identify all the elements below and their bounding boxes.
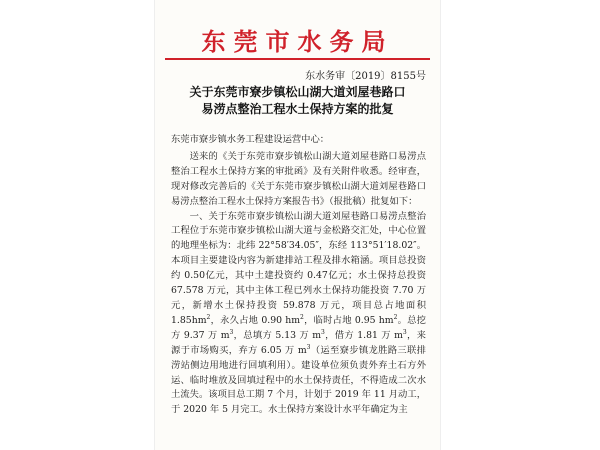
- addressee: 东莞市寮步镇水务工程建设运营中心：: [171, 134, 330, 145]
- issuer-header: 东莞市水务局: [201, 28, 394, 56]
- paragraph-2-text-b: ，永久占地 0.90 hm: [210, 314, 301, 326]
- paragraph-1: 送来的《关于东莞市寮步镇松山湖大道刘屋巷路口易涝点整治工程水土保持方案的审批函》及有关附件收悉。经审查，现对修改完善后的《关于东莞市寮步镇松山湖大道刘屋巷路口易涝点整治工程水土保持方案报告书》（报批稿）批复如下：: [171, 150, 426, 207]
- document-page: [155, 0, 440, 450]
- superscript-3: 3: [402, 328, 407, 336]
- paragraph-2-text-c: ，临时占地 0.95 hm: [303, 314, 394, 326]
- superscript-3: 3: [306, 343, 311, 351]
- paragraph-2-text-a: 一、关于东莞市寮步镇松山湖大道刘屋巷路口易涝点整治工程位于东莞市寮步镇松山湖大道与金松路交汇处，中心位置的地理坐标为：北纬 22°58′34.05″，东经 113°51′18.02″。本项目主要建设内容为新建排站工程及排水箱涵。项目总投资约 0.50亿元，其中土建投资约 0.47亿元；水土保持总投资 67.578 万元，其中主体工程已列水土保持功能投资 7.70 万元，新增水土保持投资 59.878 万元，项目总占地面积 1.85hm: [171, 210, 426, 326]
- superscript-3: 3: [321, 328, 325, 336]
- document-number: 东水务审〔2019〕8155号: [305, 71, 426, 82]
- superscript-2: 2: [393, 313, 398, 321]
- paragraph-2: [171, 210, 426, 419]
- title-line-1: 关于东莞市寮步镇松山湖大道刘屋巷路口: [189, 85, 406, 99]
- paragraph-2-text-e: ，总填方 5.13 万 m: [233, 329, 322, 341]
- document-body: [171, 133, 426, 418]
- superscript-2: 2: [206, 313, 211, 321]
- paragraph-2-text-h: （运至寮步镇龙胜路三联排涝站侧边用地进行回填利用）。建设单位须负责外弃土石方外运、临时堆放及回填过程中的水土保持责任，不得造成二次水土流失。该项目总工期 7 个月，计划于 2019 年 11 月动工，于 2020 年 5 月完工。水土保持方案设计水平年确定为主: [171, 344, 426, 416]
- superscript-3: 3: [229, 328, 234, 336]
- paragraph-2-text-d: 。总挖方 9.37 万 m: [171, 314, 426, 341]
- paragraph-2-text-g: ，来源于市场购买，弃方 6.05 万 m: [171, 329, 426, 356]
- paragraph-2-text-f: ，借方 1.81 万 m: [324, 329, 403, 341]
- superscript-2: 2: [300, 313, 304, 321]
- title-line-2: 易涝点整治工程水土保持方案的批复: [201, 102, 394, 116]
- header-red-line: [165, 58, 430, 60]
- document-title: [163, 84, 432, 118]
